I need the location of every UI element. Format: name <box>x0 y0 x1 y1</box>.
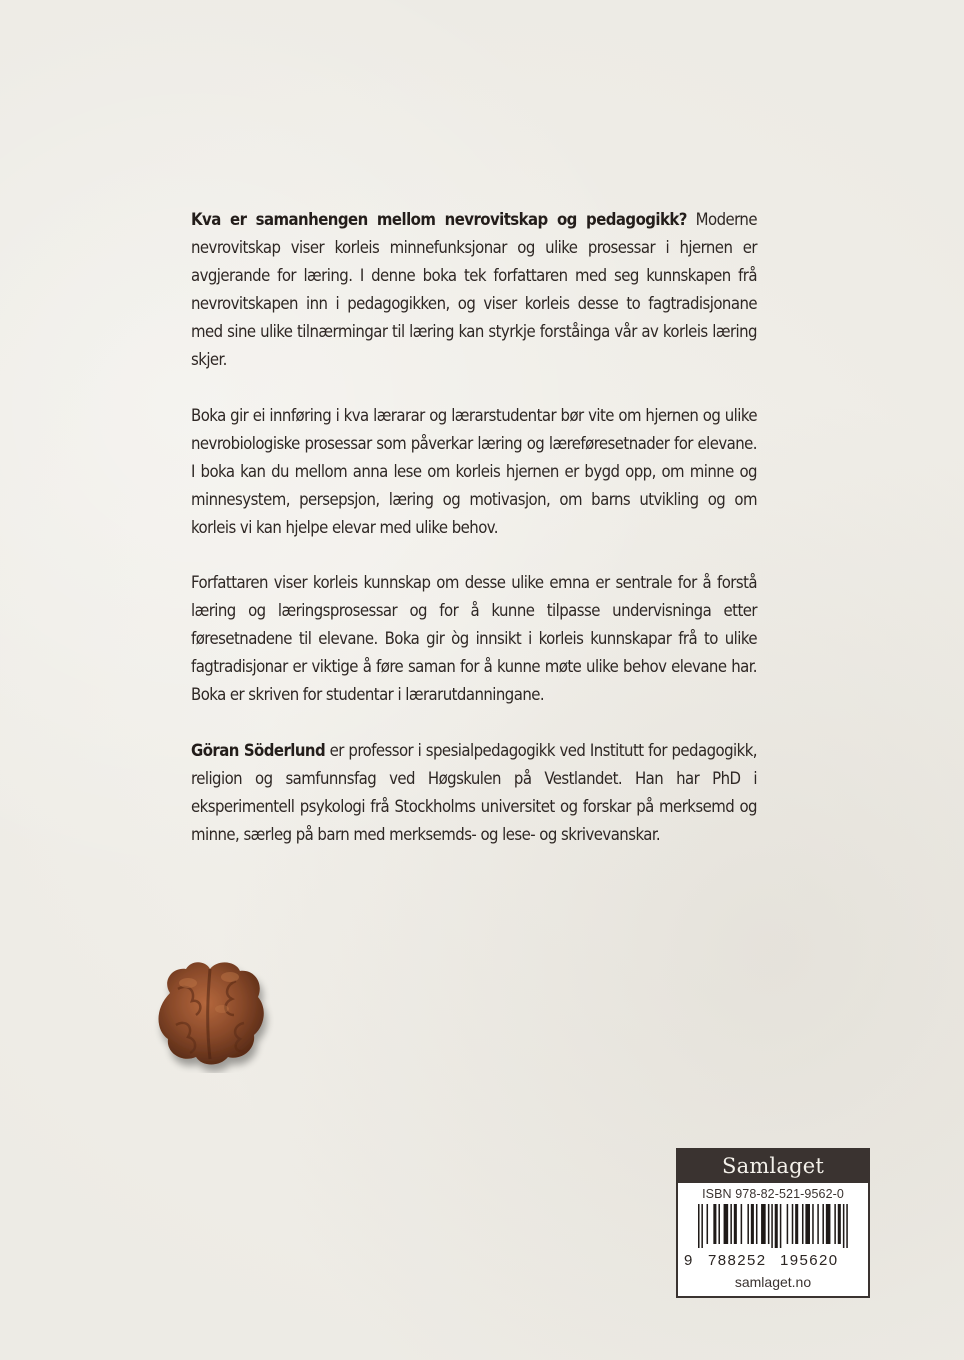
content-text: Boka gir ei innføring i kva lærarar og lærarstudentar bør vite om hjernen og ulike nevrobiologiske prosessar som påverkar læring og læreføresetnader for elevane. I boka kan du mellom anna lese om korleis hjernen er bygd opp, om minne og minnesystem, persepsjon, læring og motivasjon, om barns utvikling og om korleis vi kan hjelpe elevar med ulike behov. <box>191 405 757 537</box>
barcode-stripe <box>761 1204 766 1244</box>
author-bio: er professor i spesialpedagogikk ved Institutt for pedagogikk, religion og samfunnsfag ved Høgskulen på Vestlandet. Han har PhD i eksperimentell psykologi frå Stockholms universitet og forskar på merksemd og minne, særleg på barn med merksemds- og lese- og skrivevanskar. <box>191 740 757 844</box>
barcode-stripe <box>822 1204 824 1244</box>
barcode-stripe <box>834 1204 836 1244</box>
purpose-text: Forfattaren viser korleis kunnskap om desse ulike emna er sentrale for å forstå læring og læringsprosessar og for å kunne tilpasse undervisninga etter føresetnadene til elevane. Boka gir òg innsikt i korleis kunnskapar frå to ulike fagtradisjonar er viktige å føre saman for å kunne møte ulike behov elevane har. Boka er skriven for studentar i lærarutdanningane. <box>191 573 757 705</box>
paragraph-content <box>191 402 757 542</box>
barcode-digit-first: 9 <box>684 1252 693 1269</box>
paragraph-intro <box>191 206 757 375</box>
paragraph-author <box>191 737 757 849</box>
barcode-stripe <box>802 1204 804 1244</box>
isbn-barcode-box <box>676 1148 870 1298</box>
barcode-stripe <box>843 1204 845 1248</box>
barcode-stripe <box>751 1204 754 1244</box>
barcode-stripe <box>771 1204 773 1248</box>
barcode-stripe <box>775 1204 778 1248</box>
publisher-logo: Samlaget <box>678 1150 868 1183</box>
paragraph-purpose <box>191 569 757 709</box>
barcode-stripe <box>838 1204 841 1244</box>
isbn-number: ISBN 978-82-521-9562-0 <box>702 1187 844 1201</box>
barcode-digits-right: 195620 <box>780 1252 839 1269</box>
barcode-stripe <box>787 1204 789 1244</box>
barcode-stripe <box>747 1204 749 1244</box>
barcode-stripe <box>730 1204 732 1244</box>
barcode-stripe <box>817 1204 819 1244</box>
barcode-stripe <box>846 1204 848 1248</box>
barcode-stripe <box>805 1204 810 1244</box>
barcode-stripe <box>756 1204 758 1244</box>
barcode-stripe <box>734 1204 737 1244</box>
barcode-digits-left: 788252 <box>708 1252 767 1269</box>
barcode-stripe <box>724 1204 729 1244</box>
barcode-stripe <box>741 1204 743 1244</box>
intro-question: Kva er samanhengen mellom nevrovitskap og pedagogikk? <box>191 210 687 229</box>
author-name: Göran Söderlund <box>191 740 326 760</box>
barcode-bars <box>698 1204 848 1248</box>
barcode-stripe <box>718 1204 720 1244</box>
barcode-stripe <box>826 1204 831 1244</box>
barcode-stripe <box>707 1204 709 1244</box>
barcode-stripe <box>701 1204 703 1248</box>
walnut-image <box>148 953 274 1073</box>
intro-text: Moderne nevrovitskap viser korleis minnefunksjonar og ulike prosessar i hjernen er avgjerande for læring. I denne boka tek forfattaren med seg kunnskapen frå nevrovitskapen inn i pedagogikken, og viser korleis desse to fagtradisjonane med sine ulike tilnærmingar til læring kan styrkje forståinga vår av korleis læring skjer. <box>191 210 757 370</box>
barcode-stripe <box>768 1204 770 1244</box>
publisher-url: samlaget.no <box>734 1274 812 1290</box>
barcode-stripe <box>812 1204 814 1244</box>
barcode-stripe <box>792 1204 794 1244</box>
barcode-stripe <box>795 1204 798 1244</box>
barcode-stripe <box>780 1204 782 1248</box>
blurb-text <box>191 206 757 876</box>
barcode-stripe <box>698 1204 700 1248</box>
barcode-stripe <box>713 1204 716 1244</box>
